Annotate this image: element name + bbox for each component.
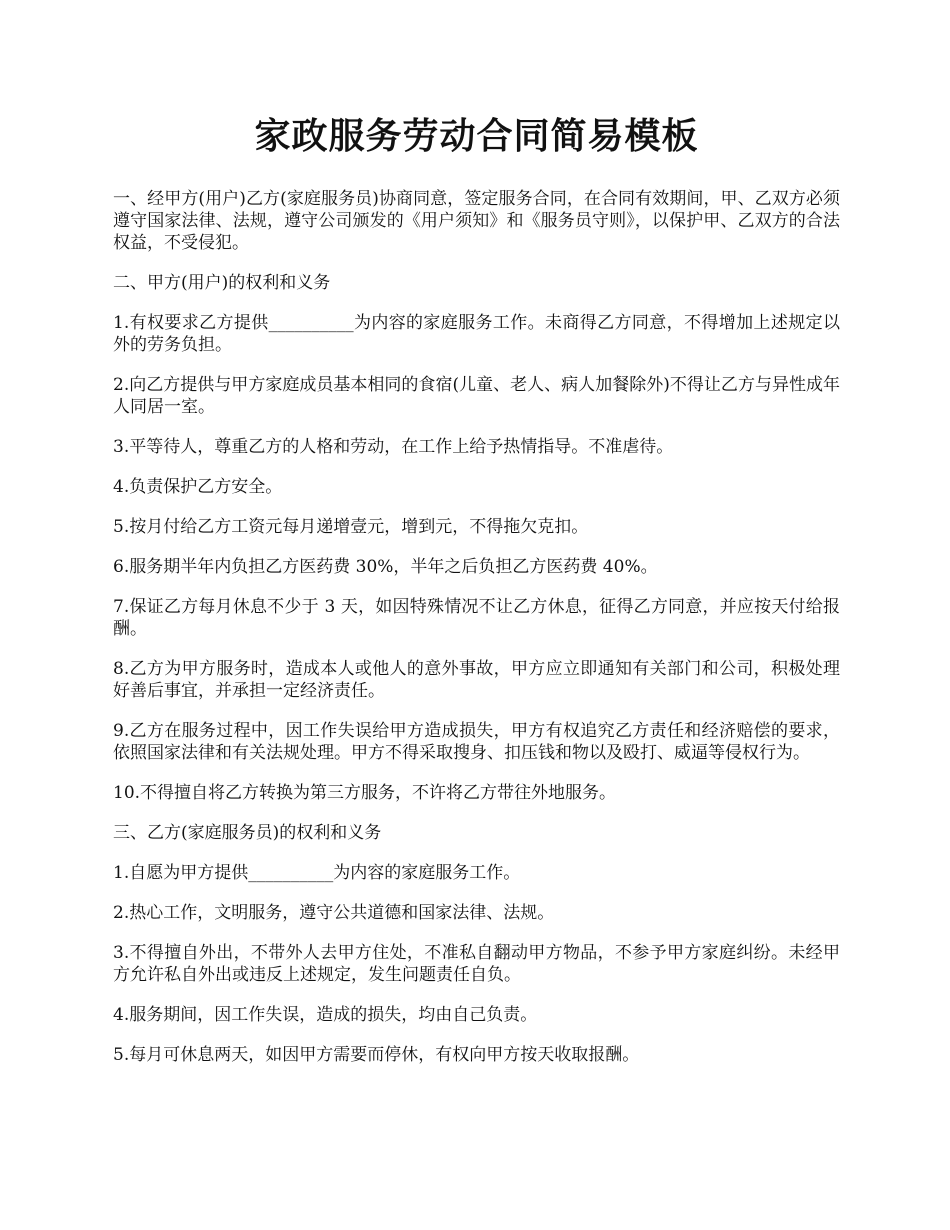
page-title: 家政服务劳动合同简易模板: [254, 115, 699, 157]
paragraph-preamble: 一、经甲方(用户)乙方(家庭服务员)协商同意，签定服务合同，在合同有效期间，甲、乙双方必须遵守国家法律、法规，遵守公司颁发的《用户须知》和《服务员守则》，以保护甲、乙双方的合法权益，不受侵犯。: [113, 189, 840, 253]
clause-a-10: 10.不得擅自将乙方转换为第三方服务，不许将乙方带往外地服务。: [113, 783, 617, 803]
clause-b-3: 3.不得擅自外出，不带外人去甲方住处，不准私自翻动甲方物品，不参予甲方家庭纠纷。未经甲方允许私自外出或违反上述规定，发生问题责任自负。: [113, 943, 840, 985]
clause-a-8: 8.乙方为甲方服务时，造成本人或他人的意外事故，甲方应立即通知有关部门和公司，积极处理好善后事宜，并承担一定经济责任。: [113, 659, 840, 701]
clause-b-1: 1.自愿为甲方提供__________为内容的家庭服务工作。: [113, 863, 521, 883]
section-heading-party-a: 二、甲方(用户)的权利和义务: [113, 273, 331, 293]
clause-a-6: 6.服务期半年内负担乙方医药费 30%，半年之后负担乙方医药费 40%。: [113, 557, 658, 577]
clause-b-4: 4.服务期间，因工作失误，造成的损失，均由自己负责。: [113, 1005, 538, 1025]
clause-a-3: 3.平等待人，尊重乙方的人格和劳动，在工作上给予热情指导。不准虐待。: [113, 437, 674, 457]
clause-a-2: 2.向乙方提供与甲方家庭成员基本相同的食宿(儿童、老人、病人加餐除外)不得让乙方与异性成年人同居一室。: [113, 375, 840, 417]
clause-b-2: 2.热心工作，文明服务，遵守公共道德和国家法律、法规。: [113, 903, 555, 923]
section-heading-party-b: 三、乙方(家庭服务员)的权利和义务: [113, 823, 382, 843]
clause-a-5: 5.按月付给乙方工资元每月递增壹元，增到元，不得拖欠克扣。: [113, 517, 589, 537]
clause-a-9: 9.乙方在服务过程中，因工作失误给甲方造成损失，甲方有权追究乙方责任和经济赔偿的要求，依照国家法律和有关法规处理。甲方不得采取搜身、扣压钱和物以及殴打、威逼等侵权行为。: [113, 721, 840, 763]
clause-a-7: 7.保证乙方每月休息不少于 3 天，如因特殊情况不让乙方休息，征得乙方同意，并应按天付给报酬。: [113, 597, 840, 639]
clause-a-1: 1.有权要求乙方提供__________为内容的家庭服务工作。未商得乙方同意，不得增加上述规定以外的劳务负担。: [113, 313, 840, 355]
clause-b-5: 5.每月可休息两天，如因甲方需要而停休，有权向甲方按天收取报酬。: [113, 1045, 640, 1065]
clause-a-4: 4.负责保护乙方安全。: [113, 477, 283, 497]
